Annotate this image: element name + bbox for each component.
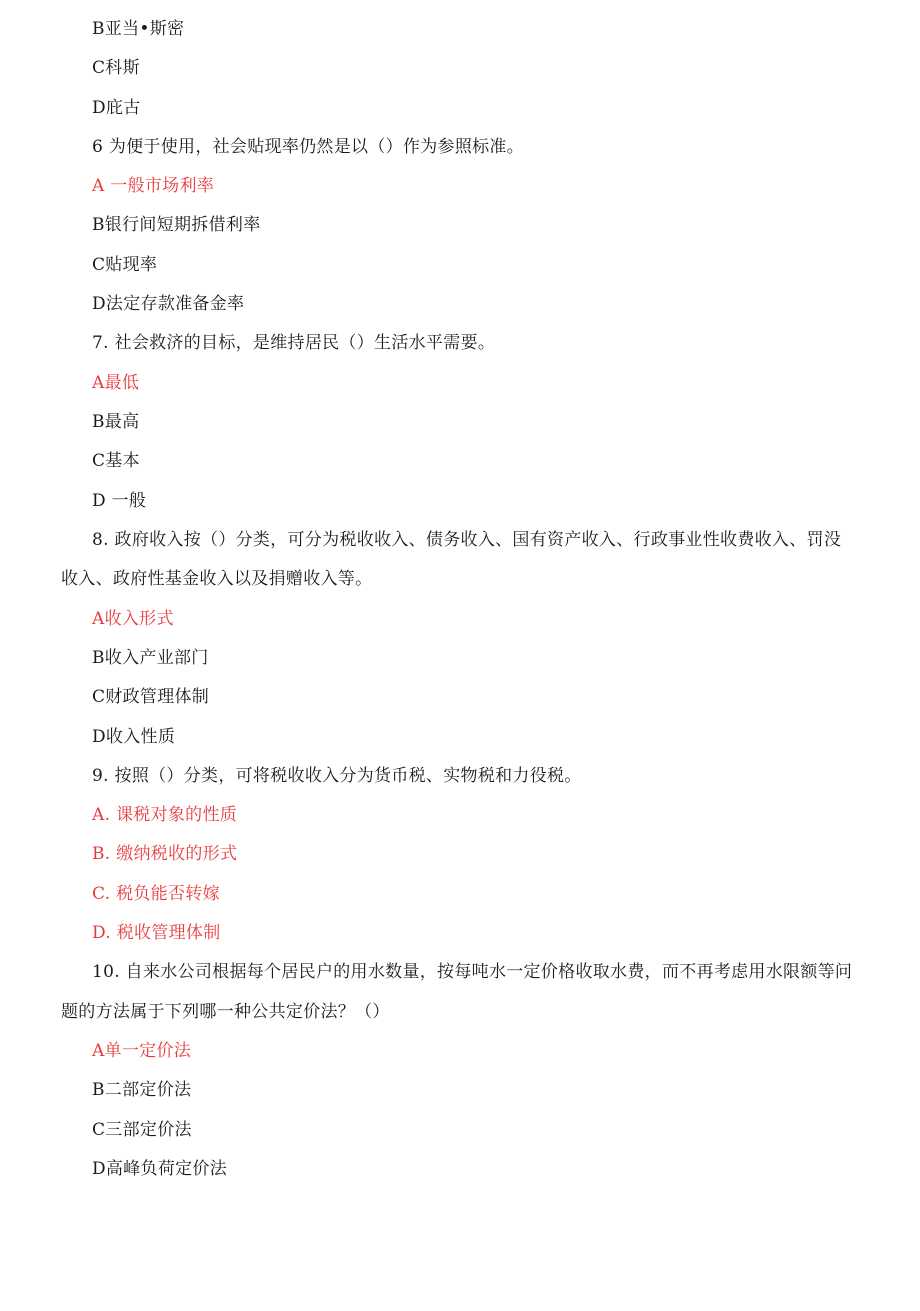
question-10-stem-line-1: 10. 自来水公司根据每个居民户的用水数量，按每吨水一定价格收取水费，而不再考虑用水限额等问 (92, 962, 853, 982)
option-q10-d: D高峰负荷定价法 (92, 1159, 228, 1179)
question-10-stem-line-2: 题的方法属于下列哪一种公共定价法？（） (61, 1002, 390, 1022)
option-q8-d: D收入性质 (92, 727, 176, 747)
question-7-stem: 7. 社会救济的目标，是维持居民（）生活水平需要。 (92, 333, 496, 353)
option-q9-c: C. 税负能否转嫁 (92, 884, 220, 904)
option-q10-a: A单一定价法 (92, 1041, 192, 1061)
option-q7-a: A最低 (92, 373, 140, 393)
option-q6-d: D法定存款准备金率 (92, 294, 245, 314)
option-q7-b: B最高 (92, 412, 140, 432)
option-q6-b: B银行间短期拆借利率 (92, 215, 261, 235)
option-q10-b: B二部定价法 (92, 1080, 192, 1100)
option-q7-d: D 一般 (92, 491, 147, 511)
option-q8-b: B收入产业部门 (92, 648, 209, 668)
option-q5-d: D庇古 (92, 98, 141, 118)
option-q8-a: A收入形式 (92, 609, 174, 629)
option-q9-d: D. 税收管理体制 (92, 923, 221, 943)
question-9-stem: 9. 按照（）分类，可将税收收入分为货币税、实物税和力役税。 (92, 766, 582, 786)
question-8-stem-line-2: 收入、政府性基金收入以及捐赠收入等。 (61, 569, 373, 589)
question-8-stem-line-1: 8. 政府收入按（）分类，可分为税收收入、债务收入、国有资产收入、行政事业性收费收入、罚没 (92, 530, 842, 550)
option-q6-a: A 一般市场利率 (92, 176, 215, 196)
option-q6-c: C贴现率 (92, 255, 158, 275)
option-q8-c: C财政管理体制 (92, 687, 210, 707)
option-q5-b: B亚当•斯密 (92, 19, 185, 39)
option-q10-c: C三部定价法 (92, 1120, 192, 1140)
option-q9-b: B. 缴纳税收的形式 (92, 844, 238, 864)
option-q7-c: C基本 (92, 451, 140, 471)
question-6-stem: 6 为便于使用，社会贴现率仍然是以（）作为参照标准。 (92, 137, 525, 157)
option-q9-a: A. 课税对象的性质 (92, 805, 238, 825)
option-q5-c: C科斯 (92, 58, 140, 78)
